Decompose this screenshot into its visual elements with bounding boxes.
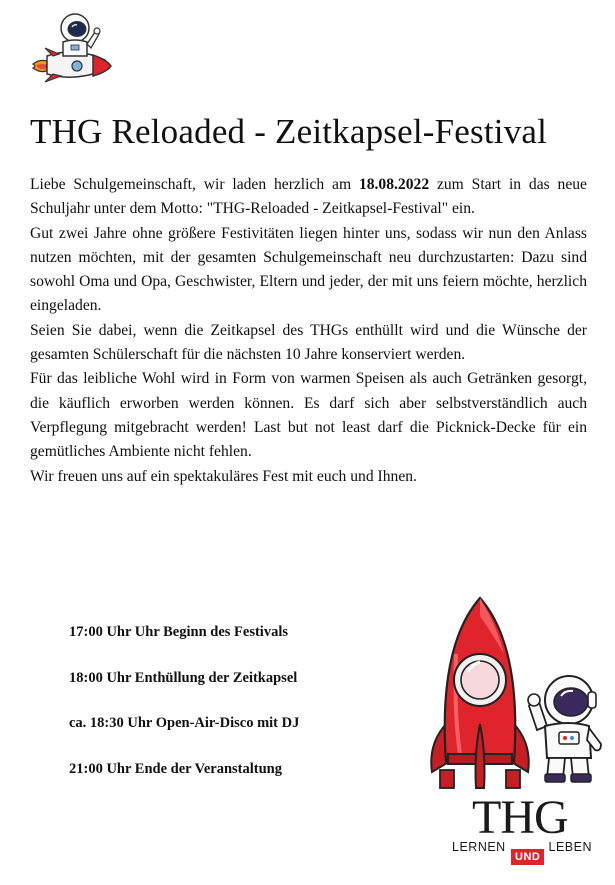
page-title: THG Reloaded - Zeitkapsel-Festival <box>30 112 548 151</box>
paragraph-intro: Liebe Schulgemeinschaft, wir laden herzlich am 18.08.2022 zum Start in das neue Schuljahr unter dem Motto: "THG-Reloaded - Zeitkapsel-Festival" ein. <box>30 176 587 218</box>
waving-astronaut-icon <box>525 670 607 785</box>
logo-left-text: LERNEN <box>452 840 506 854</box>
event-date: 18.08.2022 <box>358 176 430 193</box>
paragraph-4: Für das leibliche Wohl wird in Form von warmen Speisen als auch Getränken gesorgt, die käuflich erworben werden können. Es darf sich aber selbstverständlich auch Verpflegung mitgebracht werden! Last but not least darf die Picknick-Decke für ein gemütliches Ambiente nicht fehlen. <box>30 370 587 461</box>
astronaut-rocket-icon <box>27 6 113 88</box>
invitation-text <box>30 173 587 489</box>
logo-main-text: THG <box>472 791 568 844</box>
paragraph-2: Gut zwei Jahre ohne größere Festivitäten liegen hinter uns, sodass wir nun den Anlass nutzen möchten, mit der gesamten Schulgemeinschaft neu durchzustarten: Dazu sind sowohl Oma und Opa, Geschwister, Eltern und jeder, der mit uns feiern möchte, herzlich eingeladen. <box>30 224 587 315</box>
paragraph-5: Wir freuen uns auf ein spektakuläres Fest mit euch und Ihnen. <box>30 467 417 485</box>
red-rocket-icon <box>426 594 534 800</box>
schedule-item: 21:00 Uhr Ende der Veranstaltung <box>69 761 282 778</box>
schedule-item: 17:00 Uhr Uhr Beginn des Festivals <box>69 624 288 640</box>
thg-logo <box>452 791 594 872</box>
logo-right-text: LEBEN <box>548 840 592 854</box>
schedule-list <box>69 620 389 803</box>
schedule-item: 18:00 Uhr Enthüllung der Zeitkapsel <box>69 669 298 686</box>
logo-und-badge: UND <box>511 849 544 865</box>
paragraph-3: Seien Sie dabei, wenn die Zeitkapsel des THGs enthüllt wird und die Wünsche der gesamten Schülerschaft für die nächsten 10 Jahre konserviert werden. <box>30 321 587 364</box>
schedule-item: ca. 18:30 Uhr Open-Air-Disco mit DJ <box>69 715 300 732</box>
